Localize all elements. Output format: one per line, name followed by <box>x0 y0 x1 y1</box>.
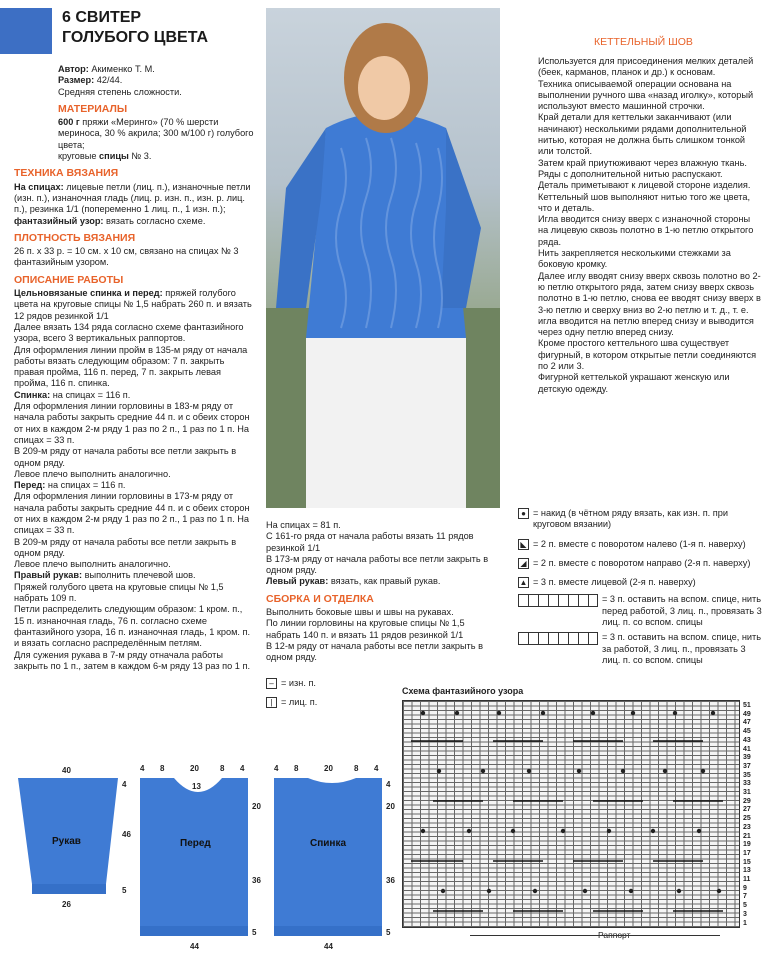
row-number: 35 <box>743 771 751 779</box>
back-dim: 4 <box>274 764 279 773</box>
row-number: 27 <box>743 806 751 814</box>
back-side-dim: 20 <box>386 802 395 811</box>
sleeve-cuff-dim: 5 <box>122 886 127 895</box>
assembly-heading: СБОРКА И ОТДЕЛКА <box>266 592 374 605</box>
row-number: 23 <box>743 823 751 831</box>
pattern-number: 6 <box>62 9 71 26</box>
front-neck-dim: 13 <box>192 782 201 791</box>
sleeve-side-dim: 46 <box>122 830 131 839</box>
back-shape <box>270 764 396 954</box>
legend-text: = 2 п. вместе с поворотом налево (1-я п. наверху) <box>533 538 746 549</box>
work-text: выполнить плечевой шов. <box>82 570 196 581</box>
front-bottom-dim: 44 <box>190 942 199 951</box>
work-text: Для оформления линии пройм в 135-м ряду от начала работы вязать следующим образом: 7 п. закрыть правая пройма, 116 п. перед, 7 п. закрыть левая пройма, 116 п. спинка. <box>14 344 248 389</box>
yarn-over-symbol: ● <box>518 508 529 519</box>
row-number: 17 <box>743 849 751 857</box>
kettel-heading <box>594 36 693 48</box>
kettel-text: Деталь приметывают к лицевой стороне изделия. Кеттельный шов выполняют нитью того же цвета, что и деталь. <box>538 180 751 213</box>
legend-text: = накид (в чётном ряду вязать, как изн. п. при круговом вязании) <box>533 508 729 530</box>
row-number: 11 <box>743 876 751 884</box>
size-label: Размер: <box>58 75 95 86</box>
kettel-column <box>538 56 762 395</box>
work-label-back: Спинка: <box>14 389 51 400</box>
sleeve-shape <box>14 766 134 946</box>
kettel-text: Ряды с дополнительной нитью распускают. <box>538 168 723 179</box>
assembly-text: Выполнить боковые швы и швы на рукавах. <box>266 607 454 618</box>
technique-text-2: вязать согласно схеме. <box>103 215 206 226</box>
work-text: Левое плечо выполнить аналогично. <box>14 468 171 479</box>
work-text: на спицах = 116 п. <box>50 389 131 400</box>
work-label-right-sleeve: Правый рукав: <box>14 570 83 581</box>
back-bottom-dim: 44 <box>324 942 333 951</box>
work-text: В 209-м ряду от начала работы все петли закрыть в одном ряду. <box>14 536 237 558</box>
author-value: Акименко Т. М. <box>91 64 155 74</box>
row-number: 43 <box>743 736 751 744</box>
work-heading: ОПИСАНИЕ РАБОТЫ <box>14 273 124 286</box>
back-side-dim: 36 <box>386 876 395 885</box>
assembly-text: По линии горловины на круговые спицы № 1,5 набрать 140 п. и вязать 11 рядов резинкой 1/1 <box>266 618 465 640</box>
work-label-front: Перед: <box>14 480 46 491</box>
density-heading: ПЛОТНОСТЬ ВЯЗАНИЯ <box>14 231 136 244</box>
front-side-dim: 20 <box>252 802 261 811</box>
row-number: 49 <box>743 710 751 718</box>
row-number: 1 <box>743 919 747 927</box>
legend-cable-front <box>518 594 764 628</box>
row-number: 37 <box>743 762 751 770</box>
front-dim: 8 <box>220 764 225 773</box>
mid-text: С 161-го ряда от начала работы вязать 11 рядов резинкой 1/1 <box>266 531 474 553</box>
kettel-text: Техника описываемой операции основана на выполнении ручного шва «назад иголку», который используют вместо машинной строчки. <box>538 78 754 112</box>
front-shape <box>136 764 262 954</box>
left-column <box>14 64 254 672</box>
front-dim: 4 <box>240 764 245 773</box>
work-text: на спицах = 116 п. <box>45 480 126 491</box>
sleeve-bottom-dim: 26 <box>62 900 71 909</box>
kettel-heading-text: КЕТТЕЛЬНЫЙ ШОВ <box>594 36 693 48</box>
legend-k2tog-right <box>518 558 764 569</box>
title-line-1: СВИТЕР <box>75 9 142 26</box>
row-number: 31 <box>743 789 751 797</box>
row-number: 41 <box>743 745 751 753</box>
legend-text: = 3 п. вместе лицевой (2-я п. наверху) <box>533 577 696 588</box>
rapport-label: Раппорт <box>598 930 631 940</box>
work-text: Для оформления линии горловины в 173-м ряду от начала работы закрыть средние 44 п. и с обеих сторон от них в каждом 2-м ряду 1 раз по 2 п., 1 раз по 1 п. На спицах = 33 п. <box>14 491 250 536</box>
sleeve-label: Рукав <box>52 836 81 847</box>
middle-column <box>266 520 500 711</box>
assembly-text: В 12-м ряду от начала работы все петли закрыть в одном ряду. <box>266 640 483 663</box>
k3tog-symbol: ▲ <box>519 578 528 588</box>
knit-symbol: | <box>266 697 277 708</box>
work-text: Далее вязать 134 ряда согласно схеме фантазийного узора, всего 3 вертикальных раппортов. <box>14 321 244 344</box>
kettel-text: Нить закрепляется несколькими стежками за боковую кромку. <box>538 248 731 270</box>
back-label: Спинка <box>310 838 347 849</box>
legend-text: = 3 п. оставить на вспом. спице, нить перед работой, 3 лиц. п., провязать 3 лиц. п. со вспом. спицы <box>602 594 762 628</box>
sweater-illustration <box>266 8 500 508</box>
left-sleeve-label: Левый рукав: <box>266 576 329 587</box>
row-number: 15 <box>743 858 751 866</box>
kettel-text: Край детали для кеттельки заканчивают (или начинают) несколькими рядами дополнительной нитью, которая не должна быть слишком тонкой или толстой. <box>538 112 747 157</box>
row-numbers <box>743 702 751 928</box>
pattern-chart-grid <box>402 700 740 928</box>
work-text: Петли распределить следующим образом: 1 кром. п., 15 п. изнаночная гладь, 76 п. согласно схеме фантазийного узора, 16 п. изнаночная гладь, 1 кром. п. и вязать согласно распределённым петлям. <box>14 604 251 649</box>
author-label: Автор: <box>58 64 89 74</box>
back-rib-dim: 5 <box>386 928 391 937</box>
work-text: Пряжей голубого цвета на круговые спицы № 1,5 набрать 109 п. <box>14 581 224 604</box>
work-text: Для оформления линии горловины в 183-м ряду от начала работы закрыть средние 44 п. и с обеих сторон от них в каждом 2-м ряду 1 раз по 2 п., 1 раз по 1 п. На спицах = 33 п. <box>14 401 250 445</box>
row-number: 39 <box>743 754 751 762</box>
row-number: 45 <box>743 728 751 736</box>
row-number: 19 <box>743 841 751 849</box>
row-number: 13 <box>743 867 751 875</box>
legend-k3tog <box>518 577 764 588</box>
back-pattern <box>270 764 396 954</box>
work-label-body: Цельновязаные спинка и перед: <box>14 288 163 299</box>
front-pattern <box>136 764 262 954</box>
technique-text-1: лицевые петли (лиц. п.), изнаночные петли (изн. п.), изнаночная гладь (лиц. р. изн. п., изн. р. лиц. п.), резинка 1/1 (попеременно 1 лиц. п., 1 изн. п.); <box>14 181 251 215</box>
title-line-2: ГОЛУБОГО ЦВЕТА <box>62 29 209 46</box>
row-number: 21 <box>743 832 751 840</box>
kettel-text: Игла вводится снизу вверх с изнаночной стороны на лицевую сквозь полотно в 1-ю петлю открытого ряда. <box>538 214 754 247</box>
legend-yarn-over <box>518 508 764 531</box>
sleeve-cap-dim: 4 <box>122 780 127 789</box>
technique-label-1: На спицах: <box>14 181 64 192</box>
materials-heading: МАТЕРИАЛЫ <box>58 102 128 115</box>
front-dim: 4 <box>140 764 145 773</box>
front-rib-dim: 5 <box>252 928 257 937</box>
cable-back-symbol <box>518 632 598 645</box>
kettel-text: Используется для присоединения мелких деталей (беек, карманов, планок и др.) к основам. <box>538 56 754 78</box>
back-neck-dim: 4 <box>386 780 391 789</box>
technique-heading: ТЕХНИКА ВЯЗАНИЯ <box>14 167 119 180</box>
legend-cable-back <box>518 632 764 666</box>
legend-text: = лиц. п. <box>281 696 318 707</box>
legend-text: = 2 п. вместе с поворотом направо (2-я п. наверху) <box>533 557 751 568</box>
materials-amount: 600 г <box>58 117 80 128</box>
front-dim: 8 <box>160 764 165 773</box>
legend-k2tog-left <box>518 539 764 550</box>
work-text: пряжей голубого цвета на круговые спицы № 1,5 набрать 260 п. и вязать 12 рядов резинкой 1/1 <box>14 288 252 321</box>
k2tog-right-symbol: ◢ <box>518 558 529 569</box>
pattern-chart-symbols <box>403 701 739 927</box>
kettel-text: Затем край приутюживают через влажную ткань. <box>538 157 747 168</box>
page-title <box>62 8 208 48</box>
row-number: 5 <box>743 902 747 910</box>
needles-label: спицы <box>99 151 129 162</box>
front-dim: 20 <box>190 764 199 773</box>
row-number: 3 <box>743 910 747 918</box>
work-text: Левое плечо выполнить аналогично. <box>14 559 171 570</box>
row-number: 33 <box>743 780 751 788</box>
sweater-photo <box>266 8 500 508</box>
title-color-bar <box>0 8 52 54</box>
row-number: 7 <box>743 893 747 901</box>
work-text: Для сужения рукава в 7-м ряду отначала работы закрыть по 1 п., затем в каждом 6-м ряду 13 раз по 1 п. <box>14 649 250 671</box>
needles-size: № 3. <box>128 151 152 162</box>
purl-symbol: – <box>266 678 277 689</box>
front-label: Перед <box>180 838 211 849</box>
back-dim: 4 <box>374 764 379 773</box>
kettel-text: Фигурной кеттелькой украшают женскую или детскую одежду. <box>538 372 730 394</box>
legend-text: = 3 п. оставить на вспом. спице, нить за работой, 3 лиц. п., провязать 3 лиц. п. со вспом. спицы <box>602 632 762 665</box>
difficulty: Средняя степень сложности. <box>58 86 182 97</box>
sleeve-top-dim: 40 <box>62 766 71 775</box>
row-number: 25 <box>743 815 751 823</box>
work-text: В 209-м ряду от начала работы все петли закрыть в одном ряду. <box>14 446 237 468</box>
mid-text: В 173-м ряду от начала работы все петли закрыть в одном ряду. <box>266 553 489 576</box>
row-number: 9 <box>743 884 747 892</box>
sleeve-pattern <box>14 766 134 946</box>
front-side-dim: 36 <box>252 876 261 885</box>
kettel-text: Далее иглу вводят снизу вверх сквозь полотно во 2-ю петлю открытого ряда, затем снизу вверх сквозь полотно в 1-ю петлю, снова ее вводят снизу вверх в 3-ю петлю и сверху вниз во 2-ю петлю и т. д., т. е. игла вводится на петлю вперед снизу и выводится через одну петлю вперед снизу. <box>538 270 761 338</box>
row-number: 47 <box>743 719 751 727</box>
legend-text: = изн. п. <box>281 677 316 688</box>
symbol-legend <box>518 508 764 669</box>
needles-text: круговые <box>58 151 100 162</box>
cable-front-symbol <box>518 594 598 607</box>
row-number: 29 <box>743 797 751 805</box>
rapport-bracket <box>470 935 720 936</box>
density-text: 26 п. х 33 р. = 10 см. х 10 см, связано на спицах № 3 фантазийным узором. <box>14 246 239 268</box>
row-number: 51 <box>743 702 751 709</box>
mid-text: вязать, как правый рукав. <box>330 576 441 587</box>
back-dim: 8 <box>354 764 359 773</box>
size-value: 42/44. <box>96 75 123 86</box>
k2tog-left-symbol: ◣ <box>518 539 529 550</box>
back-dim: 20 <box>324 764 333 773</box>
kettel-text: Кроме простого кеттельного шва существует фигурный, в котором открытые петли соединяются по 2 или 3. <box>538 338 757 372</box>
technique-label-2: фантазийный узор: <box>14 215 104 226</box>
schema-title: Схема фантазийного узора <box>402 686 524 696</box>
mid-text: На спицах = 81 п. <box>266 520 341 530</box>
back-dim: 8 <box>294 764 299 773</box>
materials-text: пряжи «Меринго» (70 % шерсти мериноса, 30 % акрила; 300 м/100 г) голубого цвета; <box>58 117 254 150</box>
